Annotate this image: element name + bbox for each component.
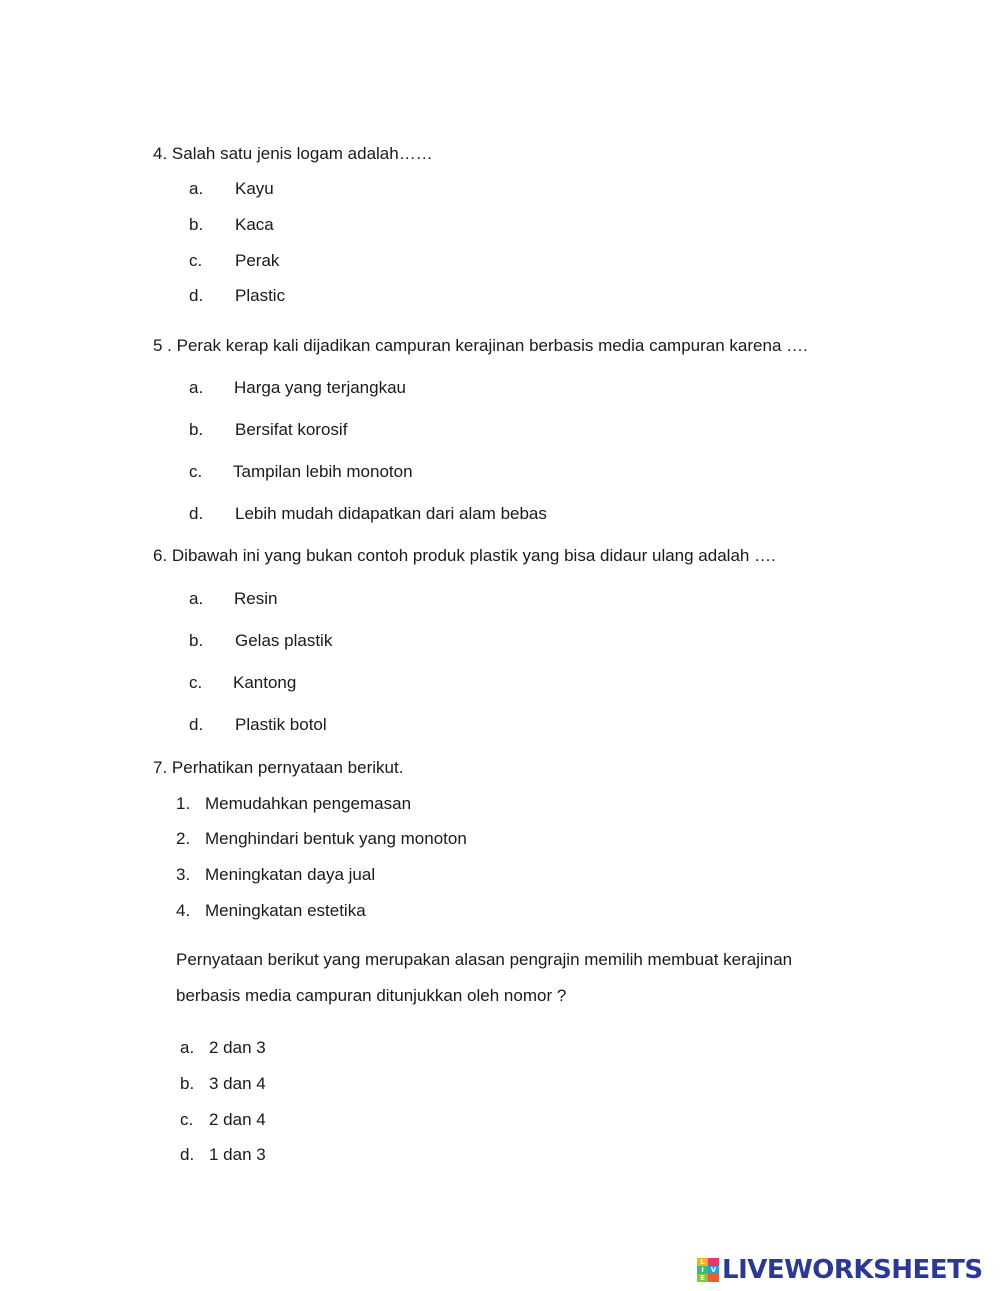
q7-statement-4-text: Meningkatan estetika [205,901,366,920]
q4-option-d-label: d. [189,286,204,305]
q7-statement-3-text: Meningkatan daya jual [205,865,376,884]
q6-option-b-label: b. [189,631,204,650]
q4-option-b-label: b. [189,215,204,234]
logo-icon-cell: V [708,1266,719,1274]
logo-icon-cell: E [697,1274,708,1282]
q6-option-d-text[interactable]: Plastik botol [235,715,327,734]
q7-option-a-text[interactable]: 2 dan 3 [209,1038,266,1057]
q4-option-a-label: a. [189,179,204,198]
logo-icon [697,1258,719,1282]
q6-option-d-label: d. [189,715,204,734]
question-5-stem: 5 . Perak kerap kali dijadikan campuran kerajinan berbasis media campuran karena …. [153,336,808,355]
question-6-stem: 6. Dibawah ini yang bukan contoh produk plastik yang bisa didaur ulang adalah …. [153,546,776,565]
q5-option-b-label: b. [189,420,204,439]
q6-option-c-text[interactable]: Kantong [233,673,297,692]
logo-icon-cell: I [697,1266,708,1274]
q7-statement-1-text: Memudahkan pengemasan [205,794,412,813]
q7-statement-2-text: Menghindari bentuk yang monoton [205,829,467,848]
q7-option-d-label: d. [180,1145,195,1164]
q4-option-c-label: c. [189,251,203,270]
q7-statement-2-label: 2. [176,829,191,848]
liveworksheets-logo [697,1255,983,1285]
q5-option-b-text[interactable]: Bersifat korosif [235,420,348,439]
q4-option-c-text[interactable]: Perak [235,251,280,270]
q5-option-c-text[interactable]: Tampilan lebih monoton [233,462,413,481]
q7-option-d-text[interactable]: 1 dan 3 [209,1145,266,1164]
logo-text: LIVEWORKSHEETS [722,1255,983,1285]
q7-prompt-line-1: Pernyataan berikut yang merupakan alasan pengrajin memilih membuat kerajinan [176,950,793,969]
q6-option-c-label: c. [189,673,203,692]
question-4-stem: 4. Salah satu jenis logam adalah…… [153,144,433,163]
q4-option-b-text[interactable]: Kaca [235,215,274,234]
q7-option-b-text[interactable]: 3 dan 4 [209,1074,266,1093]
q7-statement-1-label: 1. [176,794,191,813]
q5-option-a-label: a. [189,378,204,397]
q7-option-c-label: c. [180,1110,194,1129]
logo-icon-cell: L [697,1258,708,1266]
q6-option-b-text[interactable]: Gelas plastik [235,631,333,650]
q7-statement-4-label: 4. [176,901,191,920]
logo-icon-cell [708,1258,719,1266]
q5-option-d-text[interactable]: Lebih mudah didapatkan dari alam bebas [235,504,547,523]
q6-option-a-text[interactable]: Resin [234,589,278,608]
q7-option-a-label: a. [180,1038,195,1057]
q7-option-b-label: b. [180,1074,195,1093]
question-7-stem: 7. Perhatikan pernyataan berikut. [153,758,404,777]
q4-option-a-text[interactable]: Kayu [235,179,274,198]
q5-option-d-label: d. [189,504,204,523]
q6-option-a-label: a. [189,589,204,608]
logo-icon-cell [708,1274,719,1282]
q5-option-a-text[interactable]: Harga yang terjangkau [234,378,407,397]
q4-option-d-text[interactable]: Plastic [235,286,286,305]
q7-prompt-line-2: berbasis media campuran ditunjukkan oleh nomor ? [176,986,567,1005]
q7-option-c-text[interactable]: 2 dan 4 [209,1110,266,1129]
q5-option-c-label: c. [189,462,203,481]
q7-statement-3-label: 3. [176,865,191,884]
